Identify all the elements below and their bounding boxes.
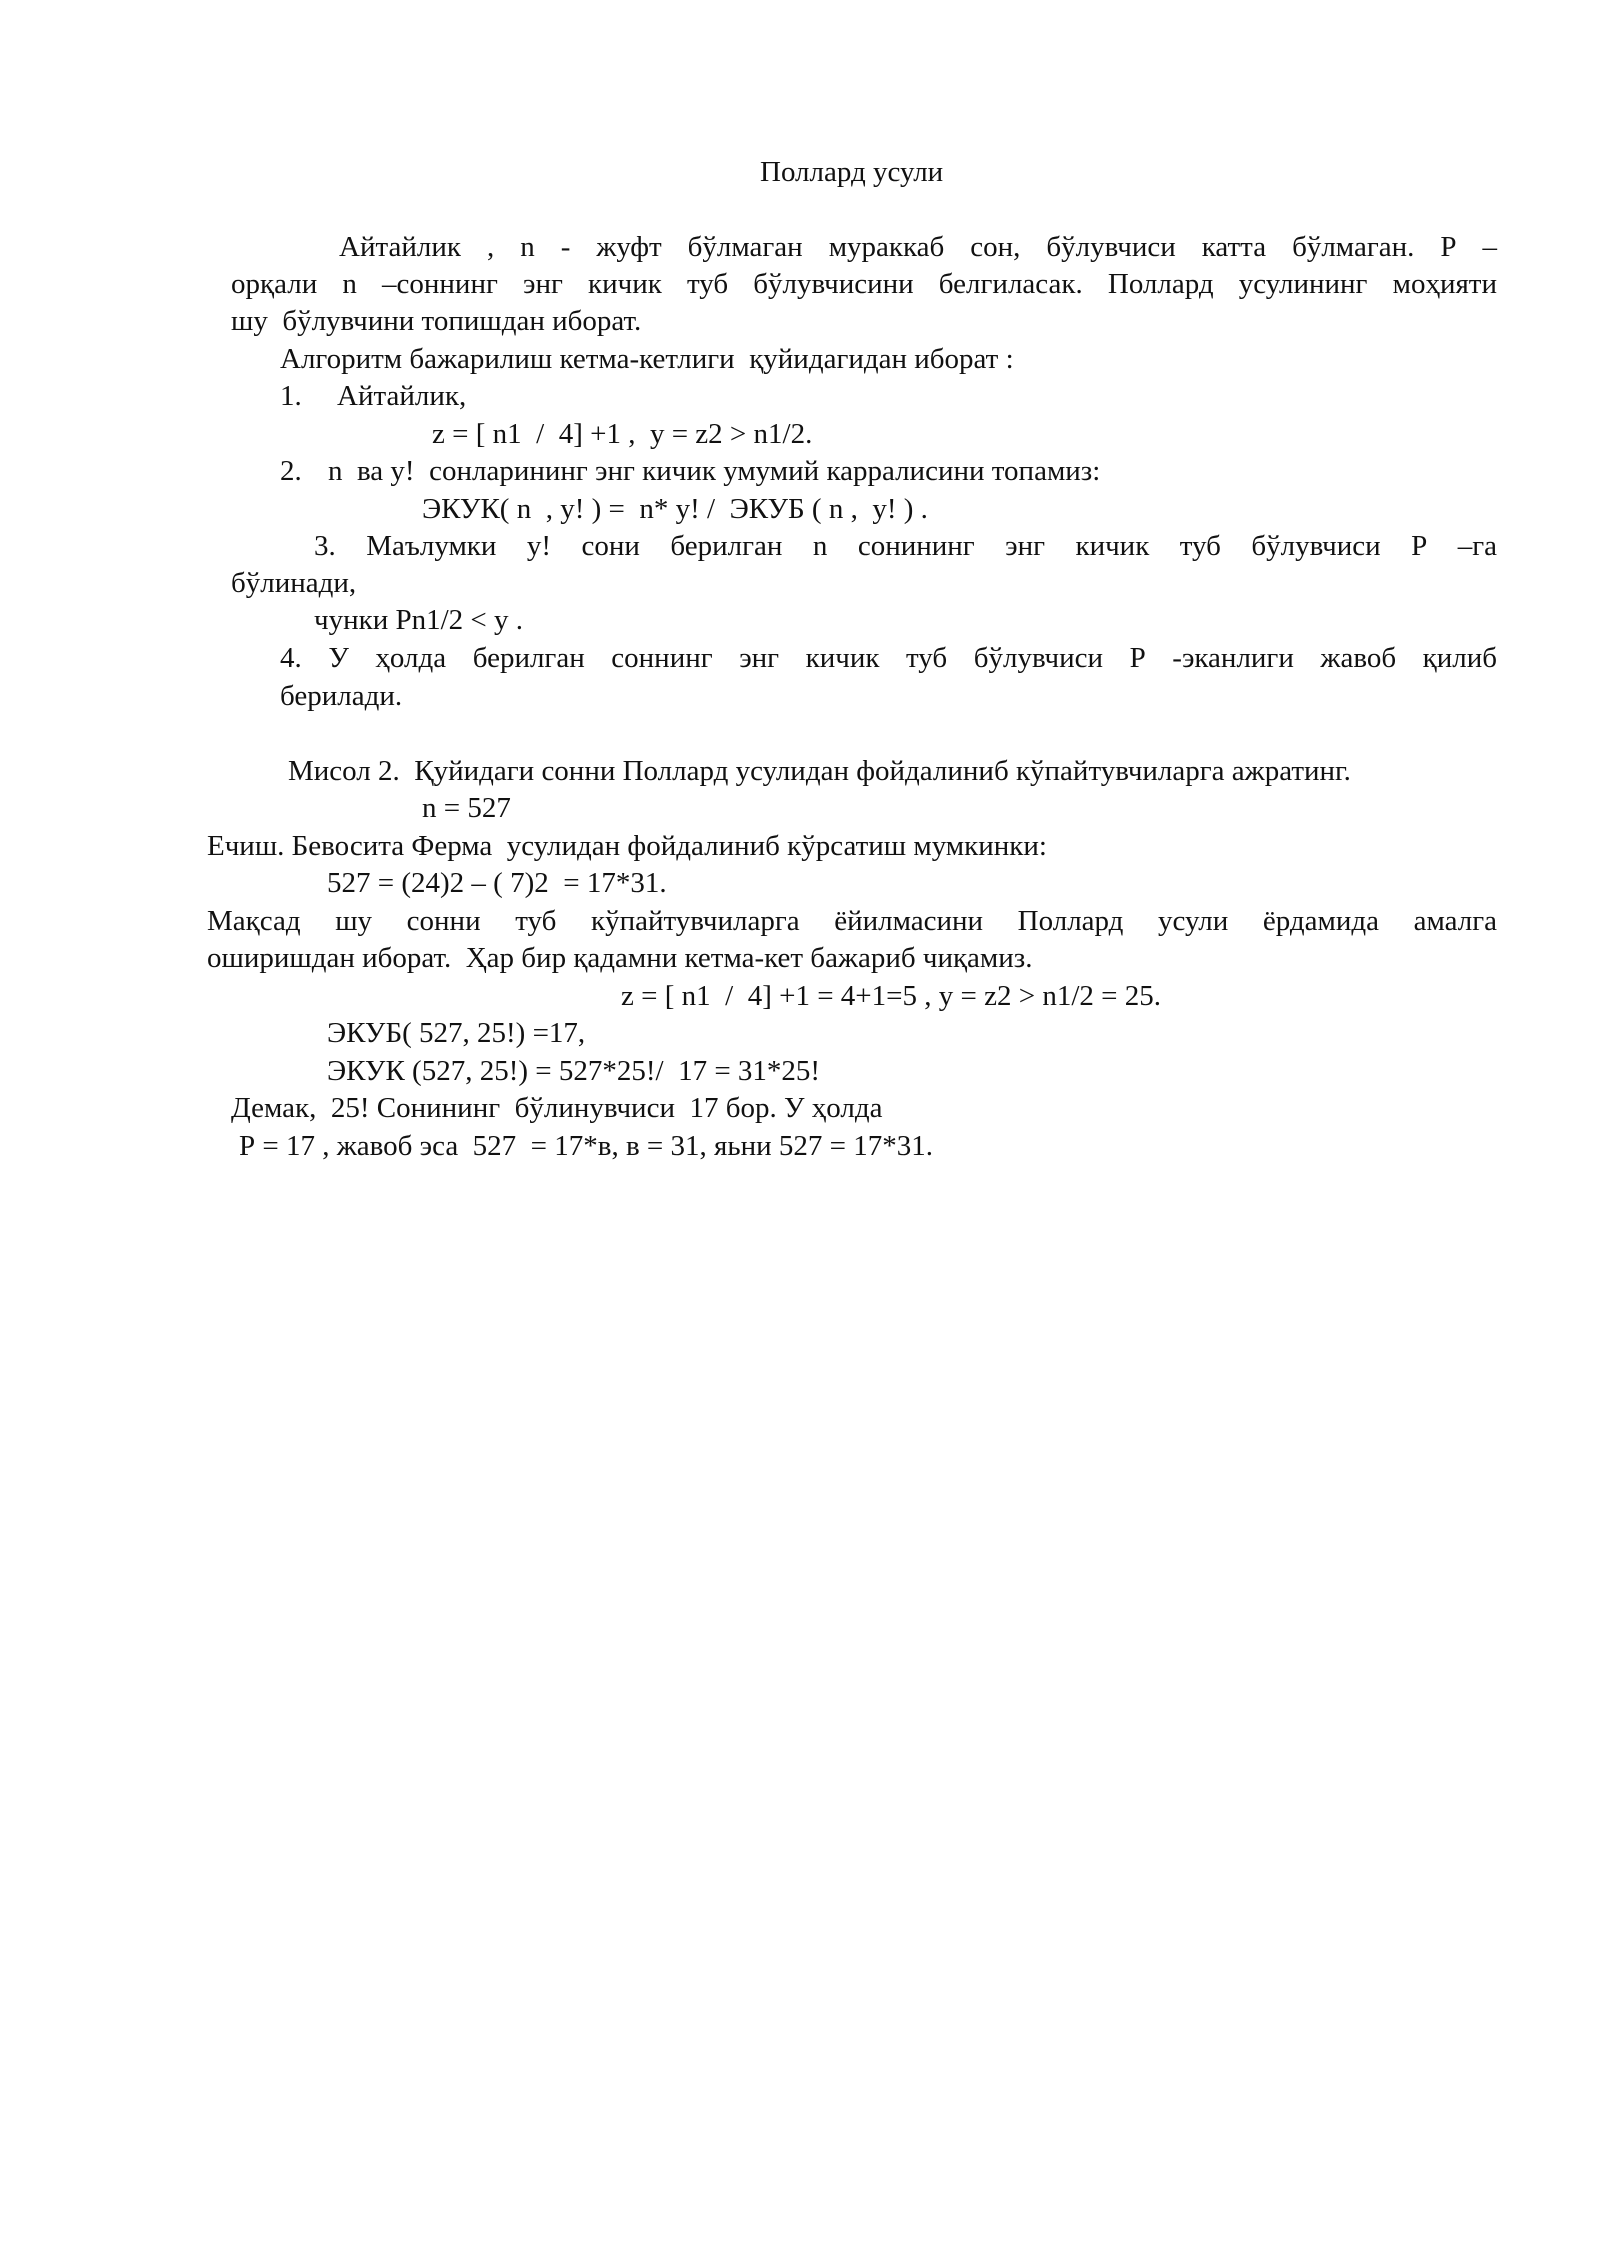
step-3-line-2: бўлинади, bbox=[231, 567, 357, 599]
example-n-value: n = 527 bbox=[422, 792, 511, 824]
goal-line-2: оширишдан иборат. Ҳар бир қадамни кетма-кет бажариб чиқамиз. bbox=[207, 942, 1033, 974]
step-4-line-2: берилади. bbox=[280, 680, 403, 712]
step-4-line-1: 4. У ҳолда берилган соннинг энг кичик туб бўлувчиси Р -эканлиги жавоб қилиб bbox=[280, 642, 1497, 674]
step-2-number: 2. bbox=[280, 455, 302, 487]
step-1-text: Айтайлик, bbox=[337, 380, 467, 412]
z-calculation: z = [ n1 / 4] +1 = 4+1=5 , y = z2 > n1/2 = 25. bbox=[621, 980, 1162, 1012]
solution-intro: Ечиш. Бевосита Ферма усулидан фойдалиниб кўрсатиш мумкинки: bbox=[207, 830, 1047, 862]
ekub-result: ЭКУБ( 527, 25!) =17, bbox=[327, 1017, 586, 1049]
step-2-formula: ЭКУК( n , y! ) = n* y! / ЭКУБ ( n , y! ) . bbox=[422, 493, 928, 525]
intro-line-1: Айтайлик , n - жуфт бўлмаган мураккаб сон, бўлувчиси катта бўлмаган. Р – bbox=[339, 231, 1497, 263]
step-3-line-1: 3. Маълумки y! сони берилган n сонининг энг кичик туб бўлувчиси Р –га bbox=[314, 530, 1497, 562]
ekuk-result: ЭКУК (527, 25!) = 527*25!/ 17 = 31*25! bbox=[327, 1055, 821, 1087]
fermat-formula: 527 = (24)2 – ( 7)2 = 17*31. bbox=[327, 867, 667, 899]
step-1-number: 1. bbox=[280, 380, 302, 412]
page-title: Поллард усули bbox=[760, 156, 944, 188]
algorithm-heading: Алгоритм бажарилиш кетма-кетлиги қуйидагидан иборат : bbox=[280, 343, 1014, 375]
conclusion-line-1: Демак, 25! Сонининг бўлинувчиси 17 бор. У ҳолда bbox=[231, 1092, 883, 1124]
step-3-line-3: чунки Рn1/2 < y . bbox=[314, 604, 524, 636]
intro-line-2: орқали n –соннинг энг кичик туб бўлувчисини белгиласак. Поллард усулининг моҳияти bbox=[231, 268, 1497, 300]
step-2-text: n ва y! сонларининг энг кичик умумий карралисини топамиз: bbox=[328, 455, 1101, 487]
example-heading: Мисол 2. Қуйидаги сонни Поллард усулидан фойдалиниб кўпайтувчиларга ажратинг. bbox=[288, 755, 1351, 787]
conclusion-line-2: Р = 17 , жавоб эса 527 = 17*в, в = 31, яьни 527 = 17*31. bbox=[239, 1130, 933, 1162]
step-1-formula: z = [ n1 / 4] +1 , y = z2 > n1/2. bbox=[432, 418, 813, 450]
intro-line-3: шу бўлувчини топишдан иборат. bbox=[231, 305, 642, 337]
goal-line-1: Мақсад шу сонни туб кўпайтувчиларга ёйилмасини Поллард усули ёрдамида амалга bbox=[207, 905, 1497, 937]
